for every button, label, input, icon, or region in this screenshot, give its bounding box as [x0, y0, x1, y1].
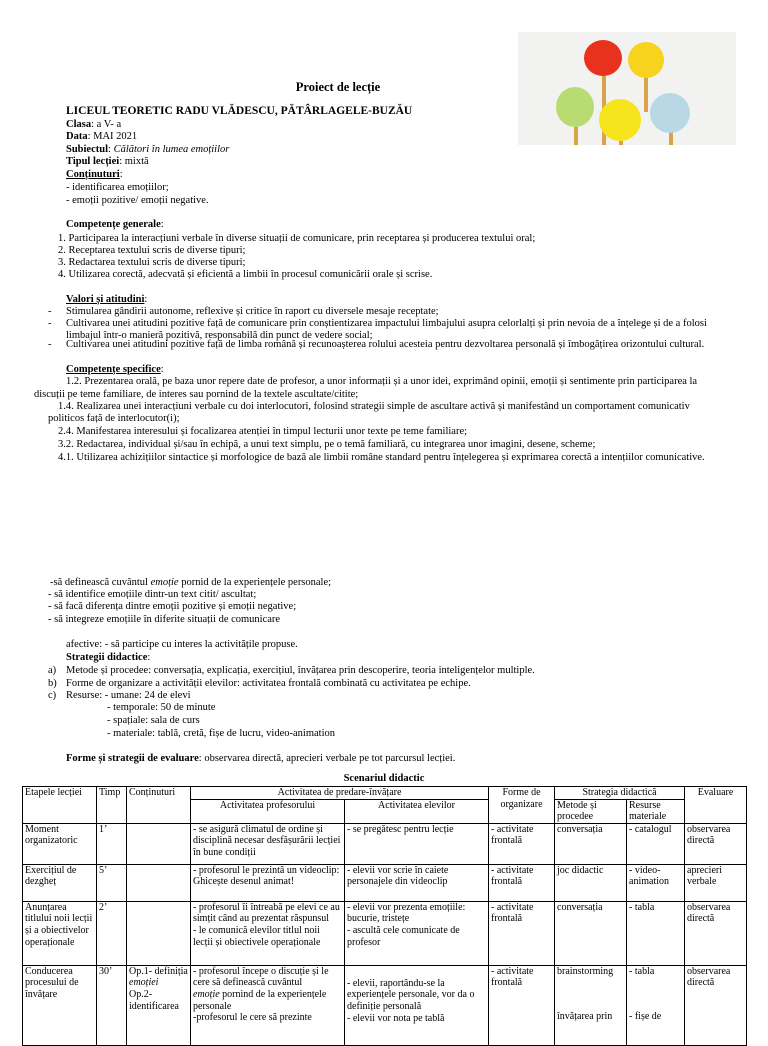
- scenariu-title: Scenariul didactic: [343, 773, 425, 784]
- cont-line-emphasis: emoției: [129, 977, 159, 989]
- scenariu-table: [22, 786, 747, 1046]
- cell-metode: joc didactic: [555, 864, 627, 901]
- obiectiv: [50, 577, 331, 589]
- obiectiv-text: -să definească cuvântul: [50, 577, 151, 588]
- tipul-field: [66, 156, 149, 168]
- strategii-marker: a): [48, 665, 57, 676]
- resursa-item: - temporale: 50 de minute: [107, 702, 216, 713]
- strategii-item: Forme de organizare a activității elevilor: activitatea frontală combinată cu activitatea pe echipe.: [66, 678, 471, 689]
- happy-face-icon: [599, 99, 641, 141]
- data-field: [66, 131, 137, 143]
- cell-continuturi: [127, 965, 191, 1045]
- clasa-label: Clasa: [66, 119, 92, 130]
- cell-forme: - activitate frontală: [489, 901, 555, 965]
- valori-line: Cultivarea unei atitudini pozitive față de limba română și recunoașterea rolului acesteia pentru dezvoltarea personală și îmbogățirea orizontului cultural.: [66, 339, 705, 350]
- valori-label: Valori și atitudini: [66, 294, 145, 305]
- cell-timp: 5’: [97, 864, 127, 901]
- strategii-heading: Strategii didactice:: [66, 652, 151, 663]
- cell-continuturi: [127, 901, 191, 965]
- continuturi-field: Conținuturi:: [66, 169, 123, 180]
- metode-line: învățarea prin: [557, 1011, 613, 1023]
- valori-line: Cultivarea unei atitudini pozitive față de comunicare prin conștientizarea impactului limbajului asupra celorlalți și prin nevoia de a înțelege și de a folosi: [66, 318, 707, 329]
- cell-evaluare: observarea directă: [685, 901, 747, 965]
- table-row: [23, 965, 747, 1045]
- cell-evaluare: aprecieri verbale: [685, 864, 747, 901]
- competenta-specifica: 1.4. Realizarea unei interacțiuni verbale cu doi interlocutori, folosind strategii simple de ascultare activă și manifestând un comportament comunicativ: [58, 401, 690, 412]
- cell-profesor: - profesorul îi întreabă pe elevi ce au simțit când au prezentat răspunsul - le comunică elevilor titlul noii lecții și obiectivele operaționale: [191, 901, 345, 965]
- clasa-field: [66, 119, 121, 131]
- obiectiv: - să identifice emoțiile dintr-un text citit/ ascultat;: [48, 589, 257, 600]
- header-timp: Timp: [97, 787, 127, 824]
- strategii-item: Resurse: - umane: 24 de elevi: [66, 690, 191, 701]
- cell-metode: conversația: [555, 823, 627, 864]
- cell-profesor: - profesorul le prezintă un videoclip: Ghicește desenul animat!: [191, 864, 345, 901]
- header-metode: Metode și procedee: [555, 799, 627, 823]
- obiectiv: - să facă diferența dintre emoții pozitive și emoții negative;: [48, 601, 297, 612]
- header-evaluare: Evaluare: [685, 787, 747, 824]
- cell-profesor: - se asigură climatul de ordine și disciplină necesar desfășurării lecției în bune condiții: [191, 823, 345, 864]
- metode-line: brainstorming: [557, 965, 614, 977]
- prof-emphasis: emoție: [193, 988, 220, 1000]
- cell-forme: - activitate frontală: [489, 965, 555, 1045]
- competente-generale-label: Competențe generale: [66, 219, 161, 230]
- valori-line: Stimularea gândirii autonome, reflexive și critice în raport cu diversele mesaje receptate;: [66, 306, 439, 317]
- cell-evaluare: observarea directă: [685, 965, 747, 1045]
- prof-line: -profesorul le cere să prezinte: [193, 1012, 312, 1024]
- competente-specifice-label: Competențe specifice: [66, 364, 161, 375]
- table-header-row: [23, 787, 747, 800]
- cell-continuturi: [127, 823, 191, 864]
- page-title: Proiect de lecție: [295, 80, 381, 94]
- forme-evaluare-label: Forme și strategii de evaluare: [66, 753, 199, 764]
- angry-face-icon: [584, 40, 622, 76]
- valori-line: limbajul într-o manieră pozitivă, responsabilă din punct de vedere social;: [66, 330, 373, 341]
- header-resurse: Resurse materiale: [627, 799, 685, 823]
- cell-etapa: Exercițiul de dezgheț: [23, 864, 97, 901]
- header-strategia: Strategia didactică: [555, 787, 685, 800]
- school-name: LICEUL TEORETIC RADU VLĂDESCU, PĂTÂRLAGELE-BUZĂU: [66, 105, 413, 117]
- competenta-specifica: 2.4. Manifestarea interesului și focalizarea atenției în timpul lecturii unor texte pe teme familiare;: [58, 426, 468, 437]
- competenta-specifica: politicos față de interlocutor(i);: [48, 413, 180, 424]
- resurse-line: - tabla: [629, 965, 655, 977]
- cell-resurse: - tabla: [627, 901, 685, 965]
- cell-elevi: - elevii vor scrie în caiete personajele din videoclip: [345, 864, 489, 901]
- header-forme: Forme de organizare: [489, 787, 555, 824]
- cell-resurse: [627, 965, 685, 1045]
- header-continuturi: Conținuturi: [127, 787, 191, 824]
- tipul-label: Tipul lecției: [66, 156, 120, 167]
- cell-etapa: Conducerea procesului de învățare: [23, 965, 97, 1045]
- cell-forme: - activitate frontală: [489, 823, 555, 864]
- competenta-specifica: 4.1. Utilizarea achizițiilor sintactice și morfologice de bază ale limbii române standard pentru înțelegerea și exprimarea corectă a intențiilor comunicative.: [58, 452, 705, 463]
- cell-metode: [555, 965, 627, 1045]
- table-row: [23, 864, 747, 901]
- resursa-item: - materiale: tablă, cretă, fișe de lucru, video-animation: [107, 728, 335, 739]
- cell-etapa: Anunțarea titlului noii lecții și a obiectivelor operaționale: [23, 901, 97, 965]
- data-value: : MAI 2021: [87, 131, 138, 142]
- competenta-generala: 2. Receptarea textului scris de diverse tipuri;: [58, 245, 246, 256]
- competenta-generala: 4. Utilizarea corectă, adecvată și eficientă a limbii în procesul comunicării orale și scrise.: [58, 269, 433, 280]
- forme-evaluare-value: : observarea directă, aprecieri verbale pe tot parcursul lecției.: [198, 753, 456, 764]
- cell-timp: 1’: [97, 823, 127, 864]
- table-row: [23, 901, 747, 965]
- header-elevi: Activitatea elevilor: [345, 799, 489, 823]
- smiling-face-icon: [628, 42, 664, 78]
- competente-specifice-heading: Competențe specifice:: [66, 364, 164, 375]
- competenta-generala: 3. Redactarea textului scris de diverse tipuri;: [58, 257, 246, 268]
- subiect-field: Subiectul: Călători în lumea emoțiilor: [66, 144, 230, 155]
- valori-dash: -: [48, 339, 52, 350]
- elevi-line: - elevii vor nota pe tablă: [347, 1012, 445, 1024]
- cell-resurse: - video-animation: [627, 864, 685, 901]
- table-row: [23, 823, 747, 864]
- header-profesor: Activitatea profesorului: [191, 799, 345, 823]
- resurse-line: - fișe de: [629, 1011, 662, 1023]
- header-activitatea: Activitatea de predare-învățare: [191, 787, 489, 800]
- resursa-item: - spațiale: sala de curs: [107, 715, 200, 726]
- cell-elevi: - se pregătesc pentru lecție: [345, 823, 489, 864]
- cell-continuturi: [127, 864, 191, 901]
- cell-timp: 30’: [97, 965, 127, 1045]
- cell-profesor: [191, 965, 345, 1045]
- cell-etapa: Moment organizatoric: [23, 823, 97, 864]
- valori-dash: -: [48, 306, 52, 317]
- valori-heading: Valori și atitudini:: [66, 294, 148, 305]
- strategii-label: Strategii didactice: [66, 652, 148, 663]
- prof-line: - profesorul începe o discuție și le cere să definească cuvântul: [193, 965, 329, 989]
- strategii-marker: b): [48, 678, 57, 689]
- prof-line: pornind de la experiențele personale: [193, 988, 327, 1012]
- data-label: Data: [66, 131, 88, 142]
- tipul-value: : mixtă: [119, 156, 149, 167]
- cell-elevi: - elevii vor prezenta emoțiile: bucurie, tristețe - ascultă cele comunicate de profesor: [345, 901, 489, 965]
- forme-evaluare: [66, 753, 455, 765]
- competenta-specifica: discuții pe teme familiare, de interes sau pornind de la textele ascultate/citite;: [34, 389, 359, 400]
- clasa-value: : a V- a: [91, 119, 122, 130]
- strategii-marker: c): [48, 690, 57, 701]
- continut-item: - identificarea emoțiilor;: [66, 182, 169, 193]
- cell-resurse: - catalogul: [627, 823, 685, 864]
- cell-elevi: [345, 965, 489, 1045]
- obiectiv-text: pornid de la experiențele personale;: [178, 577, 332, 588]
- obiective-afective: afective: - să participe cu interes la activitățile propuse.: [66, 639, 298, 650]
- cell-forme: - activitate frontală: [489, 864, 555, 901]
- sad-face-icon: [650, 93, 690, 133]
- cont-line: Op.2- identificarea: [129, 988, 179, 1012]
- obiectiv: - să integreze emoțiile în diferite situații de comunicare: [48, 614, 281, 625]
- competente-generale-heading: Competențe generale:: [66, 219, 164, 230]
- obiectiv-emphasis: emoție: [150, 577, 179, 588]
- cell-evaluare: observarea directă: [685, 823, 747, 864]
- strategii-item: Metode și procedee: conversația, explicația, exercițiul, învățarea prin descoperire, teoria inteligențelor multiple.: [66, 665, 535, 676]
- cell-timp: 2’: [97, 901, 127, 965]
- valori-dash: -: [48, 318, 52, 329]
- cell-metode: conversația: [555, 901, 627, 965]
- subiect-label: Subiectul: [66, 144, 109, 155]
- cont-line: Op.1- definiția: [129, 965, 188, 977]
- continut-item: - emoții pozitive/ emoții negative.: [66, 195, 209, 206]
- competenta-specifica: 3.2. Redactarea, individual și/sau în echipă, a unui text simplu, pe o temă familiară, cu integrarea unor imagini, desene, scheme;: [58, 439, 596, 450]
- elevi-line: - elevii, raportându-se la experiențele personale, vor da o definiție personală: [347, 977, 475, 1012]
- subiect-value: Călători în lumea emoțiilor: [113, 144, 230, 155]
- competenta-generala: 1. Participarea la interacțiuni verbale în diverse situații de comunicare, prin receptarea și producerea textului oral;: [58, 233, 536, 244]
- competenta-specifica: 1.2. Prezentarea orală, pe baza unor repere date de profesor, a unor informații și a unor idei, exprimând opinii, emoții și sentimente prin participarea la: [66, 376, 698, 387]
- continuturi-label: Conținuturi: [66, 169, 120, 180]
- header-etape: Etapele lecției: [23, 787, 97, 824]
